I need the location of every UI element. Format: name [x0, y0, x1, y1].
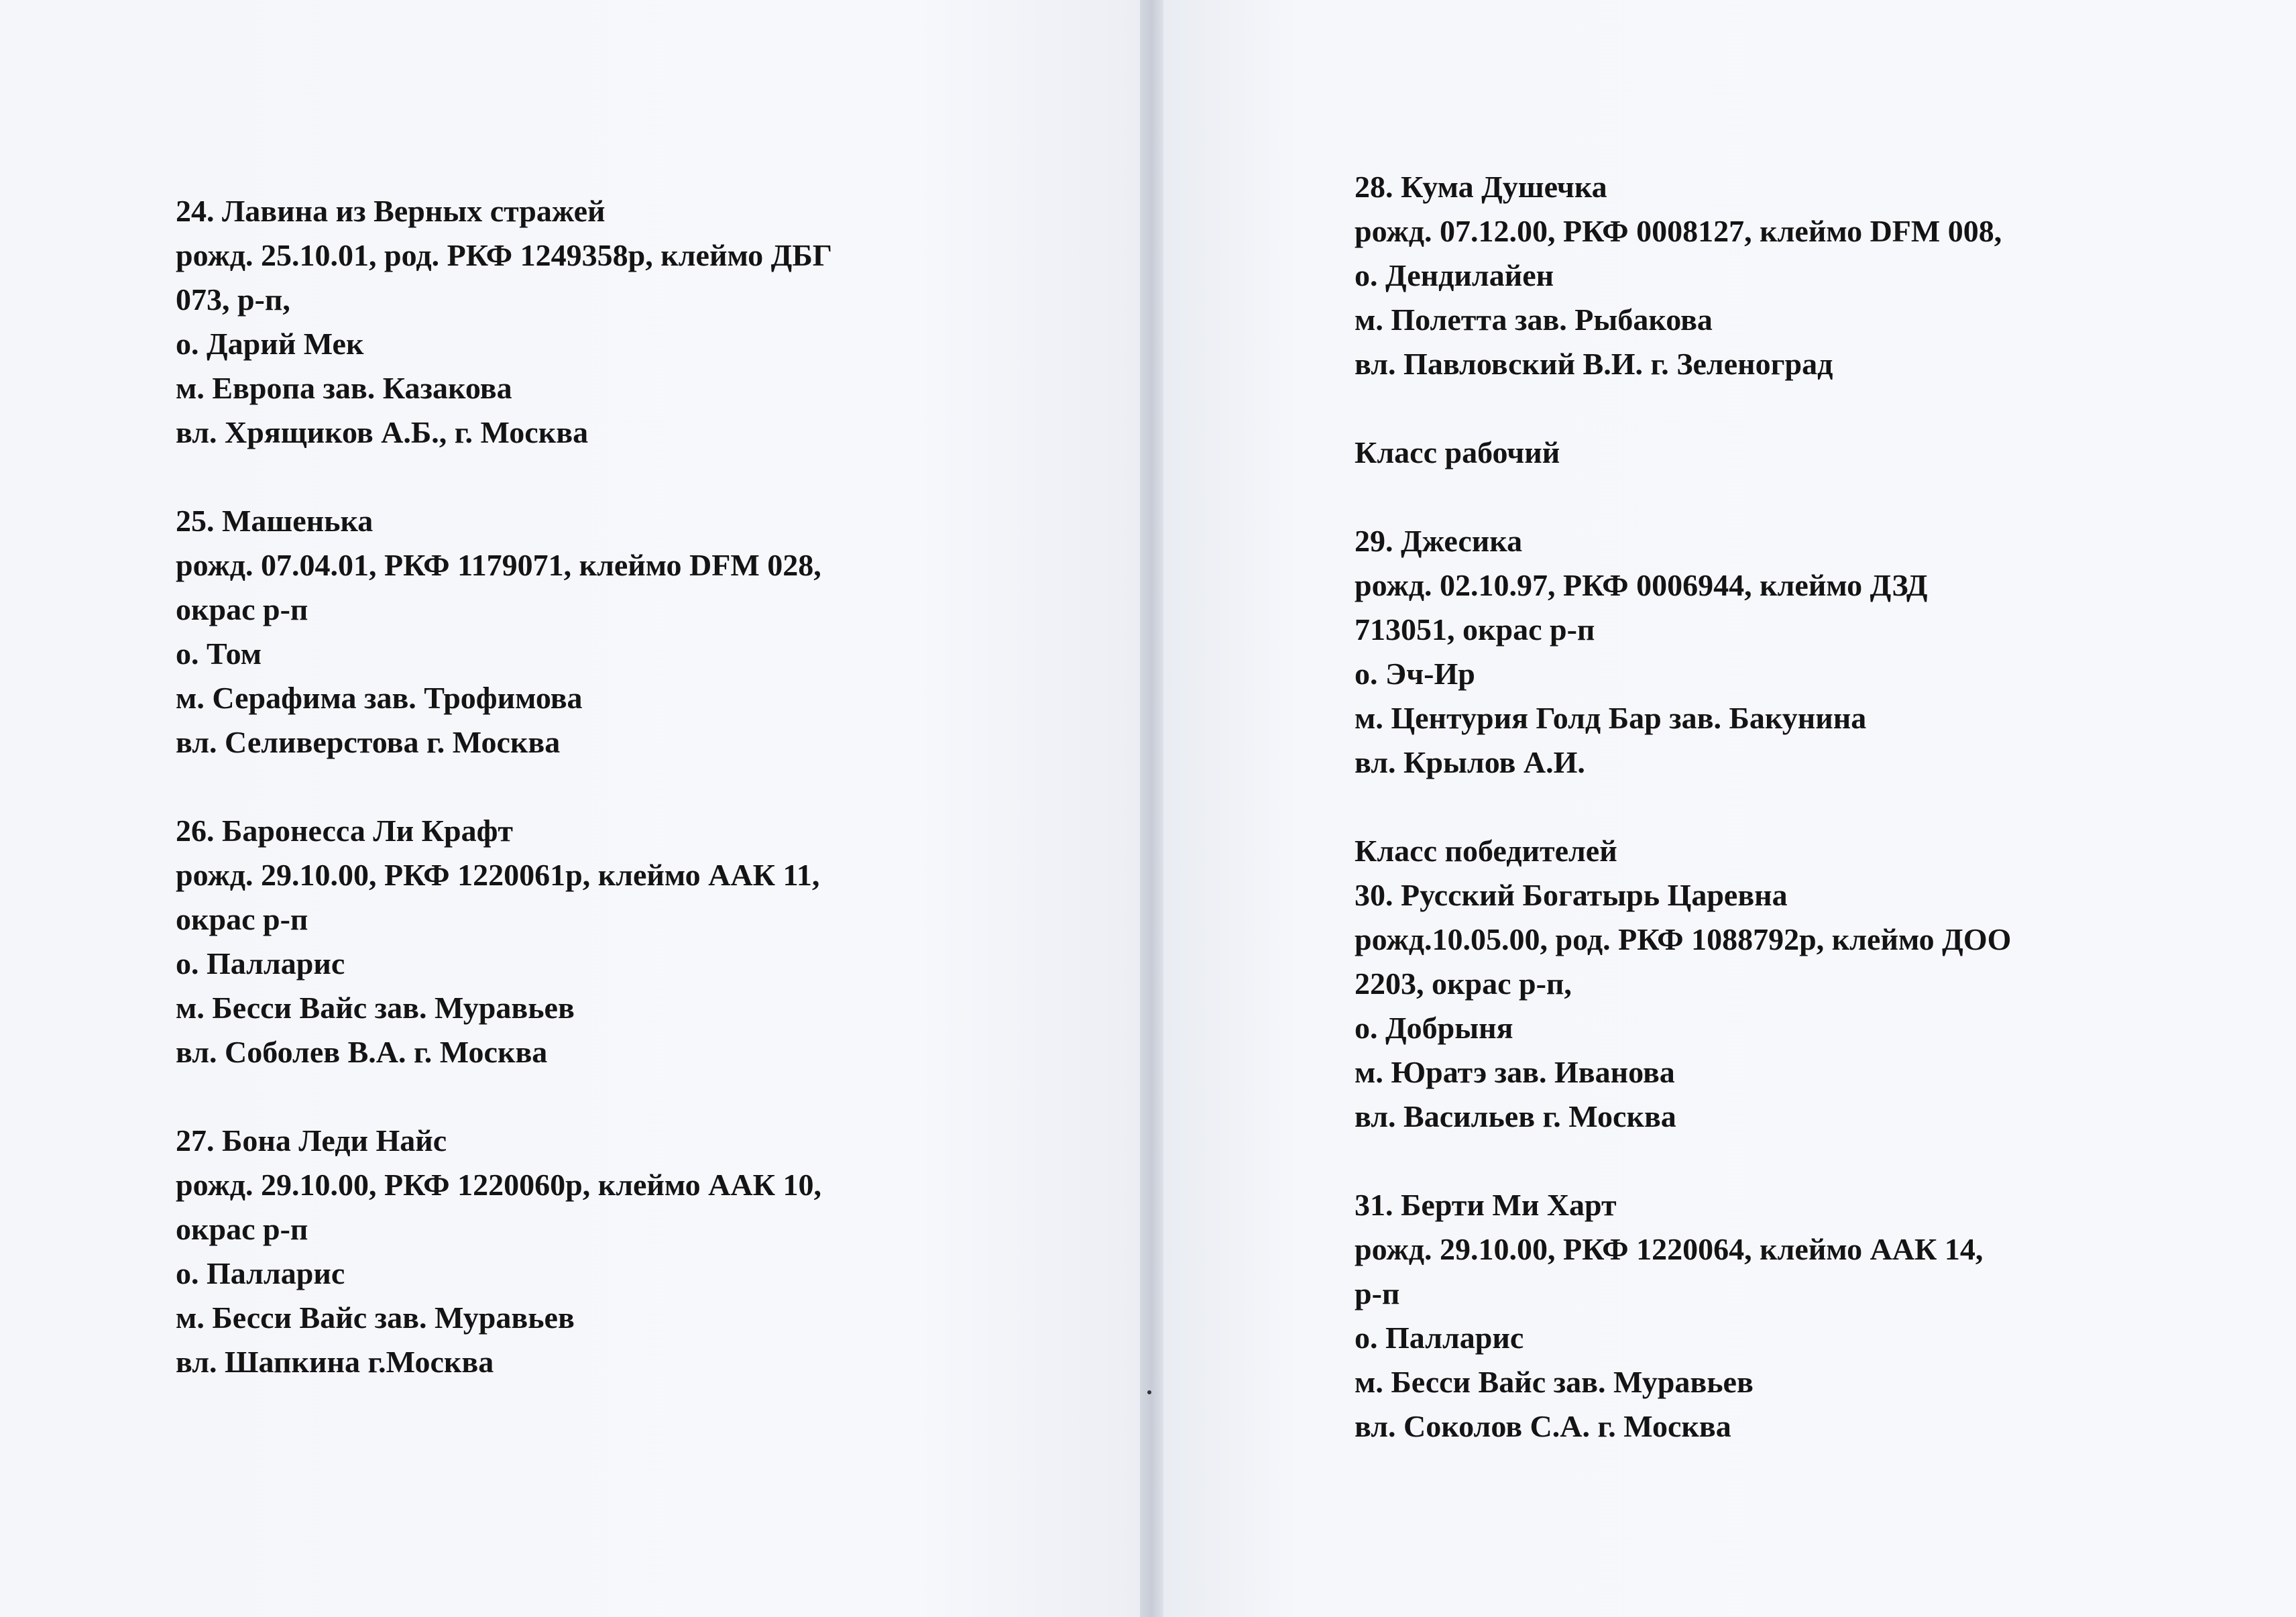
spacer — [176, 765, 1047, 809]
entry-details-cont: окрас р-п — [176, 902, 308, 936]
spacer — [176, 1074, 1047, 1119]
entry-title: 29. Джесика — [1355, 524, 1523, 558]
entry-owner: вл. Хрящиков А.Б., г. Москва — [176, 415, 589, 449]
spacer — [1355, 785, 2253, 829]
entry-title: 27. Бона Леди Найс — [176, 1123, 447, 1158]
entry-details: рожд. 02.10.97, РКФ 0006944, клеймо ДЗД — [1355, 568, 1928, 602]
entry-sire: о. Эч-Ир — [1355, 657, 1475, 691]
class-heading: Класс рабочий — [1355, 435, 1560, 469]
entry-details-cont: окрас р-п — [176, 1212, 308, 1246]
entry-dam: м. Бесси Вайс зав. Муравьев — [176, 1300, 575, 1335]
entry-dam: м. Полетта зав. Рыбакова — [1355, 302, 1713, 337]
class-heading: Класс победителей — [1355, 834, 1617, 868]
class-working-heading — [1355, 431, 2253, 475]
entry-details: рожд. 29.10.00, РКФ 1220064, клеймо ААК 14, — [1355, 1232, 1984, 1266]
entry-sire: о. Палларис — [176, 1256, 345, 1290]
entry-title: 26. Баронесса Ли Крафт — [176, 814, 514, 848]
right-page-text — [1355, 165, 2253, 1449]
entry-details: рожд.10.05.00, род. РКФ 1088792р, клеймо ДОО — [1355, 922, 2012, 956]
entry-26 — [176, 809, 1047, 1074]
entry-owner: вл. Павловский В.И. г. Зеленоград — [1355, 347, 1833, 381]
entry-dam: м. Серафима зав. Трофимова — [176, 681, 583, 715]
spacer — [1355, 386, 2253, 431]
spacer — [1355, 475, 2253, 519]
entry-sire: о. Палларис — [1355, 1321, 1524, 1355]
entry-dam: м. Центурия Голд Бар зав. Бакунина — [1355, 701, 1867, 735]
entry-title: 31. Берти Ми Харт — [1355, 1188, 1617, 1222]
entry-29 — [1355, 519, 2253, 785]
entry-owner: вл. Шапкина г.Москва — [176, 1345, 494, 1379]
entry-title: 25. Машенька — [176, 504, 374, 538]
entry-owner: вл. Крылов А.И. — [1355, 745, 1585, 779]
entry-28 — [1355, 165, 2253, 386]
entry-sire: о. Дарий Мек — [176, 327, 364, 361]
entry-details: рожд. 07.04.01, РКФ 1179071, клеймо DFM 028, — [176, 548, 821, 582]
entry-dam: м. Бесси Вайс зав. Муравьев — [176, 991, 575, 1025]
left-page — [0, 0, 1140, 1617]
entry-dam: м. Юратэ зав. Иванова — [1355, 1055, 1675, 1089]
spacer — [176, 455, 1047, 499]
entry-31 — [1355, 1183, 2253, 1449]
entry-dam: м. Бесси Вайс зав. Муравьев — [1355, 1365, 1754, 1399]
entry-owner: вл. Соболев В.А. г. Москва — [176, 1035, 548, 1069]
left-page-text — [176, 189, 1047, 1384]
entry-title: 30. Русский Богатырь Царевна — [1355, 878, 1788, 912]
entry-24 — [176, 189, 1047, 455]
entry-owner: вл. Васильев г. Москва — [1355, 1099, 1676, 1133]
entry-title: 28. Кума Душечка — [1355, 170, 1607, 204]
spacer — [1355, 1139, 2253, 1183]
entry-details: рожд. 25.10.01, род. РКФ 1249358р, клеймо ДБГ — [176, 238, 833, 272]
entry-sire: о. Добрыня — [1355, 1011, 1513, 1045]
entry-details-cont: 2203, окрас р-п, — [1355, 966, 1572, 1001]
entry-details: рожд. 07.12.00, РКФ 0008127, клеймо DFM 008, — [1355, 214, 2002, 248]
print-speck — [1147, 1390, 1151, 1394]
entry-25 — [176, 499, 1047, 765]
entry-owner: вл. Селиверстова г. Москва — [176, 725, 561, 759]
entry-details: рожд. 29.10.00, РКФ 1220060р, клеймо ААК 10, — [176, 1168, 821, 1202]
entry-details-cont: 073, р-п, — [176, 282, 290, 317]
entry-dam: м. Европа зав. Казакова — [176, 371, 512, 405]
page-gutter — [1140, 0, 1163, 1617]
entry-27 — [176, 1119, 1047, 1384]
entry-sire: о. Дендилайен — [1355, 258, 1554, 292]
entry-details-cont: окрас р-п — [176, 592, 308, 626]
entry-details-cont: р-п — [1355, 1276, 1400, 1311]
entry-title: 24. Лавина из Верных стражей — [176, 194, 606, 228]
entry-owner: вл. Соколов С.А. г. Москва — [1355, 1409, 1731, 1443]
entry-sire: о. Том — [176, 636, 262, 671]
entry-details: рожд. 29.10.00, РКФ 1220061р, клеймо ААК 11, — [176, 858, 820, 892]
entry-details-cont: 713051, окрас р-п — [1355, 612, 1595, 647]
entry-30 — [1355, 829, 2253, 1139]
entry-sire: о. Палларис — [176, 946, 345, 981]
